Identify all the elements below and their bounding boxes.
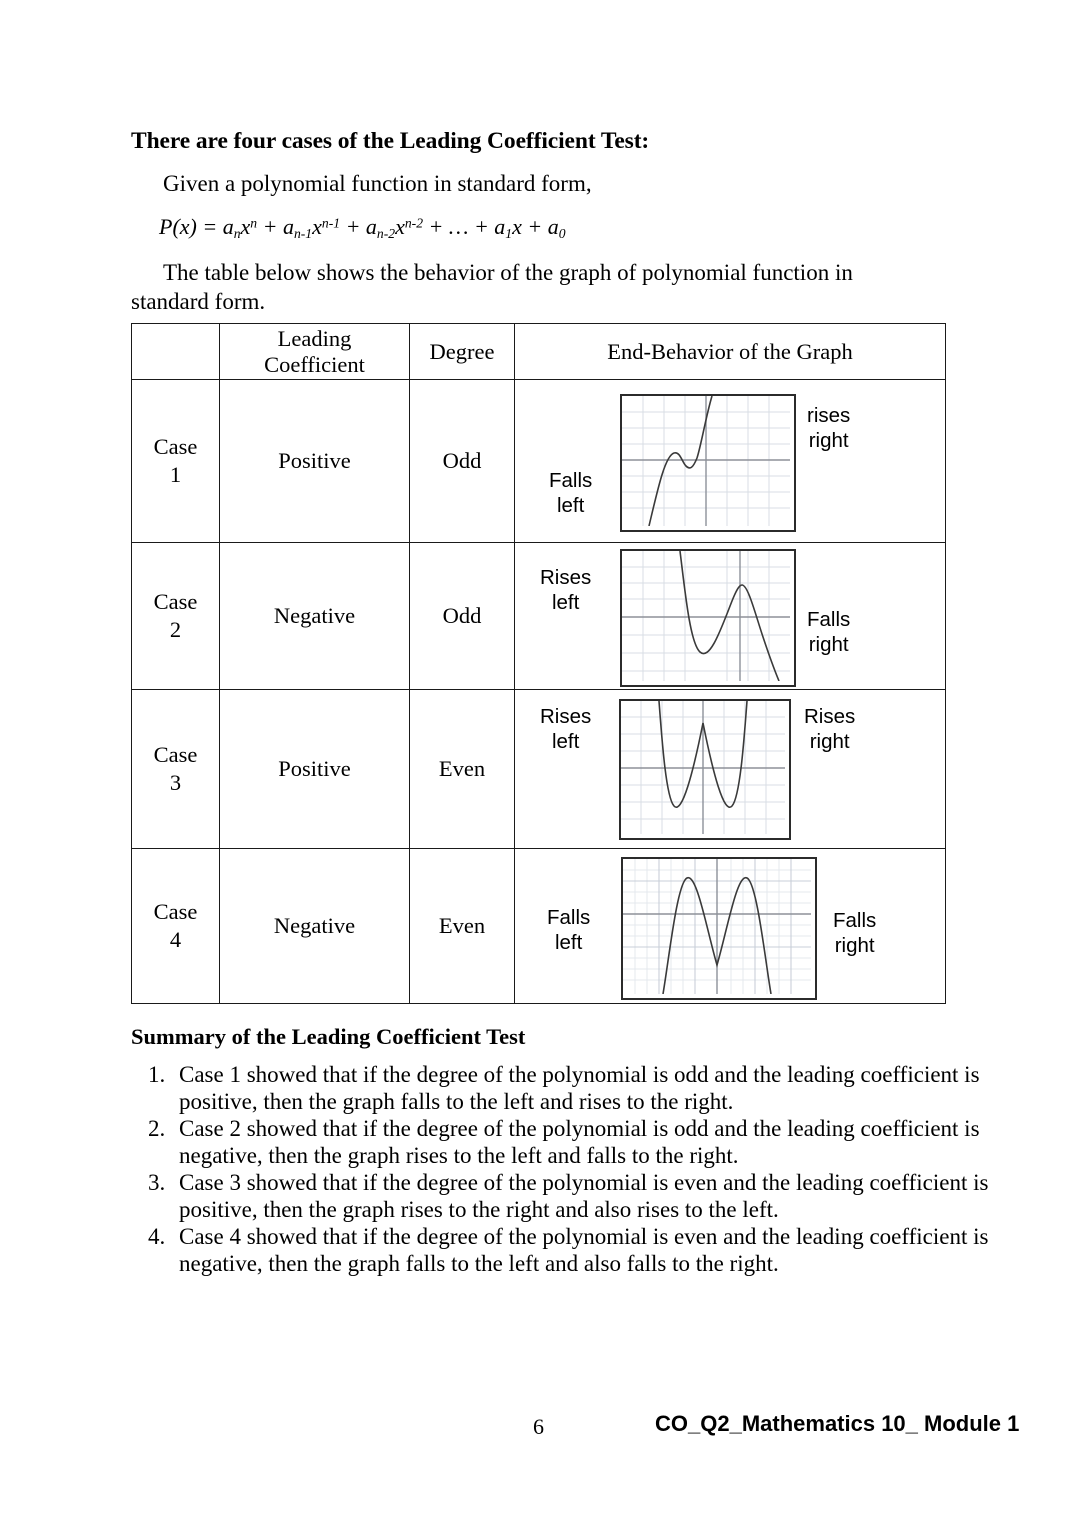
var-x-4: x xyxy=(512,214,522,239)
polynomial-standard-form-formula xyxy=(159,214,566,242)
case-cell-3 xyxy=(132,690,220,849)
degree-cell-3: Even xyxy=(410,690,515,849)
coef-a-3: a xyxy=(365,214,377,239)
table-header-row xyxy=(132,324,946,380)
intro-line: Given a polynomial function in standard form, xyxy=(163,171,592,196)
case-number-4: 4 xyxy=(169,927,182,952)
formula-lhs: P(x) = xyxy=(159,214,223,239)
graph-box-case-2 xyxy=(620,549,796,687)
left-end-label-2-line2: left xyxy=(551,591,580,614)
case-number-3: 3 xyxy=(169,770,182,795)
right-end-label-1 xyxy=(807,403,850,453)
graph-svg-case-3 xyxy=(621,701,785,834)
var-x-3: x xyxy=(395,214,405,239)
coef-sub-2: n-1 xyxy=(293,225,313,241)
right-end-label-1-line2: right xyxy=(808,429,849,452)
formula-term-5 xyxy=(548,214,566,239)
end-behavior-content-3 xyxy=(515,690,945,848)
end-behavior-cell-1 xyxy=(515,380,946,543)
exp-1: n xyxy=(250,215,258,231)
header-leading-coefficient xyxy=(220,324,410,380)
left-end-label-3 xyxy=(540,704,591,754)
right-end-label-3-line2: right xyxy=(809,730,850,753)
end-behavior-cell-3 xyxy=(515,690,946,849)
coef-sub-5: 0 xyxy=(558,225,566,241)
end-behavior-content-4 xyxy=(515,849,945,1003)
list-item: 3. Case 3 showed that if the degree of the polynomial is even and the leading coefficient is positive, then the graph rises to the right and also rises to the left. xyxy=(171,1170,1001,1223)
right-end-label-3 xyxy=(804,704,855,754)
coef-a-1: a xyxy=(222,214,234,239)
case-word-1: Case xyxy=(153,434,198,459)
right-end-label-4-line1: Falls xyxy=(833,909,877,932)
formula-term-1 xyxy=(223,214,257,239)
end-behavior-cell-4 xyxy=(515,849,946,1004)
end-behavior-cell-2 xyxy=(515,543,946,690)
degree-cell-1: Odd xyxy=(410,380,515,543)
coef-a-2: a xyxy=(282,214,294,239)
case-word-4: Case xyxy=(153,899,198,924)
list-item: 1. Case 1 showed that if the degree of the polynomial is odd and the leading coefficient is positive, then the graph falls to the left and rises to the right. xyxy=(171,1062,1001,1115)
end-behavior-content-2 xyxy=(515,543,945,689)
left-end-label-3-line1: Rises xyxy=(540,705,592,728)
case-number-1: 1 xyxy=(169,462,182,487)
graph-box-case-3 xyxy=(619,699,791,840)
case-label-1 xyxy=(132,433,219,489)
case-label-4 xyxy=(132,898,219,954)
left-end-label-3-line2: left xyxy=(551,730,580,753)
header-lc-line1: Leading xyxy=(277,325,352,351)
formula-plus-4: + xyxy=(521,214,548,239)
formula-ellipsis: + … + xyxy=(423,214,495,239)
left-end-label-4-line2: left xyxy=(554,931,583,954)
degree-cell-2: Odd xyxy=(410,543,515,690)
left-end-label-1-line2: left xyxy=(556,494,585,517)
leading-coefficient-cell-4: Negative xyxy=(220,849,410,1004)
summary-title: Summary of the Leading Coefficient Test xyxy=(131,1024,526,1049)
right-end-label-2-line2: right xyxy=(808,633,849,656)
page-number: 6 xyxy=(533,1414,544,1439)
exp-3: n-2 xyxy=(404,215,424,231)
case-word-3: Case xyxy=(153,742,198,767)
list-item: 2. Case 2 showed that if the degree of the polynomial is odd and the leading coefficient is negative, then the graph rises to the left and falls to the right. xyxy=(171,1116,1001,1169)
header-degree: Degree xyxy=(410,324,515,380)
footer-module-label: CO_Q2_Mathematics 10_ Module 1 xyxy=(655,1411,1020,1436)
end-behavior-content-1 xyxy=(515,380,945,542)
right-end-label-4 xyxy=(833,908,876,958)
formula-plus-2: + xyxy=(340,214,366,239)
right-end-label-2-line1: Falls xyxy=(807,608,851,631)
coef-sub-4: 1 xyxy=(505,225,513,241)
header-lc-line2: Coefficient xyxy=(264,351,365,377)
coef-a-5: a xyxy=(547,214,559,239)
left-end-label-4 xyxy=(547,905,590,955)
table-row xyxy=(132,543,946,690)
graph-box-case-1 xyxy=(620,394,796,532)
formula-plus-1: + xyxy=(257,214,283,239)
right-end-label-1-line1: rises xyxy=(807,404,851,427)
leading-coefficient-cell-3: Positive xyxy=(220,690,410,849)
graph-svg-case-1 xyxy=(622,396,790,526)
table-row xyxy=(132,849,946,1004)
case-label-2 xyxy=(132,588,219,644)
left-end-label-4-line1: Falls xyxy=(547,906,591,929)
graph-svg-case-4 xyxy=(623,859,811,994)
leading-coefficient-test-table xyxy=(131,323,946,1004)
var-x-1: x xyxy=(240,214,251,239)
list-item: 4. Case 4 showed that if the degree of the polynomial is even and the leading coefficient is negative, then the graph falls to the left and also falls to the right. xyxy=(171,1224,1001,1277)
leading-coefficient-cell-2: Negative xyxy=(220,543,410,690)
left-end-label-1-line1: Falls xyxy=(549,469,593,492)
table-row xyxy=(132,380,946,543)
left-end-label-1 xyxy=(549,468,592,518)
coef-sub-1: n xyxy=(233,225,241,241)
formula-term-3 xyxy=(366,214,423,239)
var-x-2: x xyxy=(312,214,322,239)
formula-term-2 xyxy=(283,214,340,239)
case-cell-2 xyxy=(132,543,220,690)
formula-term-4 xyxy=(494,214,522,239)
graph-box-case-4 xyxy=(621,857,817,1000)
coef-sub-3: n-2 xyxy=(376,225,396,241)
case-cell-4 xyxy=(132,849,220,1004)
case-word-2: Case xyxy=(153,589,198,614)
header-end-behavior: End-Behavior of the Graph xyxy=(515,324,946,380)
left-end-label-2-line1: Rises xyxy=(540,566,592,589)
right-end-label-3-line1: Rises xyxy=(804,705,856,728)
case-cell-1 xyxy=(132,380,220,543)
coef-a-4: a xyxy=(494,214,506,239)
table-row xyxy=(132,690,946,849)
page-heading: There are four cases of the Leading Coefficient Test: xyxy=(131,128,650,154)
case-label-3 xyxy=(132,741,219,797)
summary-list xyxy=(131,1062,1001,1278)
case-number-2: 2 xyxy=(169,617,182,642)
leading-coefficient-cell-1: Positive xyxy=(220,380,410,543)
right-end-label-2 xyxy=(807,607,850,657)
left-end-label-2 xyxy=(540,565,591,615)
right-end-label-4-line2: right xyxy=(834,934,875,957)
header-blank xyxy=(132,324,220,380)
exp-2: n-1 xyxy=(321,215,341,231)
degree-cell-4: Even xyxy=(410,849,515,1004)
table-intro-paragraph: The table below shows the behavior of the graph of polynomial function in standard form. xyxy=(131,260,853,314)
graph-svg-case-2 xyxy=(622,551,790,681)
